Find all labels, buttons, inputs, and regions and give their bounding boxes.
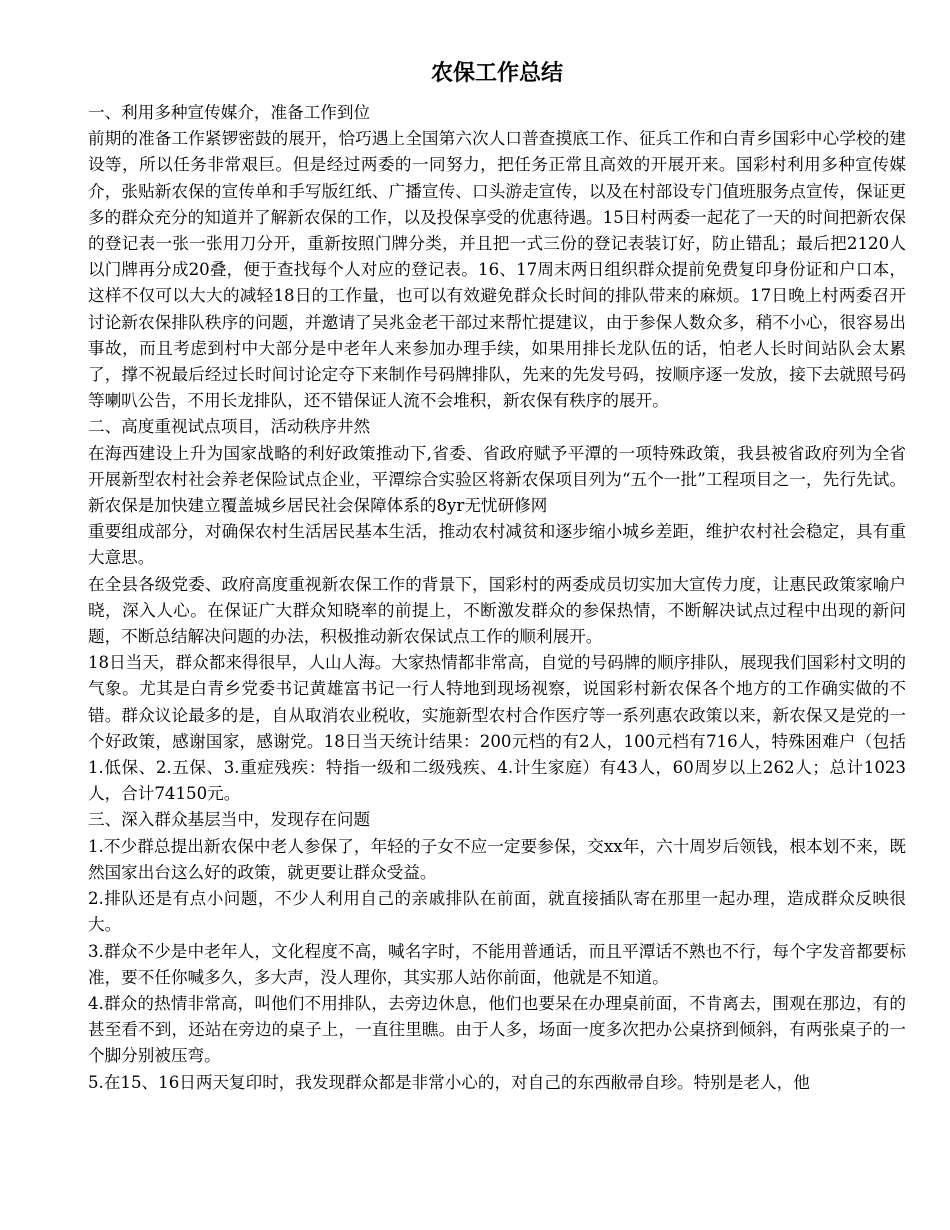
paragraph: 重要组成部分，对确保农村生活居民基本生活，推动农村减贫和逐步缩小城乡差距，维护农村社会稳定，具有重大意思。: [88, 522, 906, 568]
list-item: 3.群众不少是中老年人，文化程度不高，喊名字时，不能用普通话，而且平潭话不熟也不行，每个字发音都要标准，要不任你喊多久，多大声，没人理你，其实那人站你前面，他就是不知道。: [88, 941, 906, 987]
document-title: 农保工作总结: [430, 60, 563, 86]
list-item: 4.群众的热情非常高，叫他们不用排队，去旁边休息，他们也要呆在办理桌前面，不肯离去，围观在那边，有的甚至看不到，还站在旁边的桌子上，一直往里瞧。由于人多，场面一度多次把办公桌挤到倾斜，有两张桌子的一个脚分别被压弯。: [88, 993, 906, 1066]
list-item: 1.不少群总提出新农保中老人参保了，年轻的子女不应一定要参保，交xx年，六十周岁后领钱，根本划不来，既然国家出台这么好的政策，就更要让群众受益。: [88, 836, 906, 882]
list-item: 5.在15、16日两天复印时，我发现群众都是非常小心的，对自己的东西敝帚自珍。特别是老人，他: [88, 1072, 810, 1092]
section-heading-2: 二、高度重视试点项目，活动秩序井然: [88, 417, 371, 437]
paragraph: 在全县各级党委、政府高度重视新农保工作的背景下，国彩村的两委成员切实加大宣传力度，让惠民政策家喻户晓，深入人心。在保证广大群众知晓率的前提上，不断激发群众的参保热情，不断解决试点过程中出现的新问题，不断总结解决问题的办法，积极推动新农保试点工作的顺利展开。: [88, 574, 906, 647]
section-heading-1: 一、利用多种宣传媒介，准备工作到位: [88, 103, 371, 122]
list-item: 2.排队还是有点小问题，不少人利用自己的亲戚排队在前面，就直接插队寄在那里一起办理，造成群众反映很大。: [88, 889, 906, 935]
paragraph: 18日当天，群众都来得很早，人山人海。大家热情都非常高，自觉的号码牌的顺序排队，展现我们国彩村文明的气象。尤其是白青乡党委书记黄雄富书记一行人特地到现场视察，说国彩村新农保各个地方的工作确实做的不错。群众议论最多的是，自从取消农业税收，实施新型农村合作医疗等一系列惠农政策以来，新农保又是党的一个好政策，感谢国家，感谢党。18日当天统计结果：200元档的有2人，100元档有716人，特殊困难户（包括1.低保、2.五保、3.重症残疾：特指一级和二级残疾、4.计生家庭）有43人，60周岁以上262人；总计1023人，合计74150元。: [88, 653, 906, 804]
section-heading-3: 三、深入群众基层当中，发现存在问题: [88, 810, 371, 830]
paragraph: 在海西建设上升为国家战略的利好政策推动下,省委、省政府赋予平潭的一项特殊政策，我县被省政府列为全省开展新型农村社会养老保险试点企业，平潭综合实验区将新农保项目列为“五个一批”工程项目之一，先行先试。新农保是加快建立覆盖城乡居民社会保障体系的8yr无忧研修网: [88, 443, 906, 516]
paragraph: 前期的准备工作紧锣密鼓的展开，恰巧遇上全国第六次人口普查摸底工作、征兵工作和白青乡国彩中心学校的建设等，所以任务非常艰巨。但是经过两委的一同努力，把任务正常且高效的开展开来。国彩村利用多种宣传媒介，张贴新农保的宣传单和手写版红纸、广播宣传、口头游走宣传，以及在村部设专门值班服务点宣传，保证更多的群众充分的知道并了解新农保的工作，以及投保享受的优惠待遇。15日村两委一起花了一天的时间把新农保的登记表一张一张用刀分开，重新按照门牌分类，并且把一式三份的登记表装订好，防止错乱；最后把2120人以门牌再分成20叠，便于查找每个人对应的登记表。16、17周末两日组织群众提前免费复印身份证和户口本，这样不仅可以大大的减轻18日的工作量，也可以有效避免群众长时间的排队带来的麻烦。17日晚上村两委召开讨论新农保排队秩序的问题，并邀请了吴兆金老干部过来帮忙提建议，由于参保人数众多，稍不小心，很容易出事故，而且考虑到村中大部分是中老年人来参加办理手续，如果用排长龙队伍的话，怕老人长时间站队会太累了，撑不祝最后经过长时间讨论定夺下来制作号码牌排队，先来的先发号码，按顺序逐一发放，接下去就照号码等喇叭公告，不用长龙排队，还不错保证人流不会堆积，新农保有秩序的展开。: [88, 129, 906, 411]
document-page: [88, 58, 906, 1096]
